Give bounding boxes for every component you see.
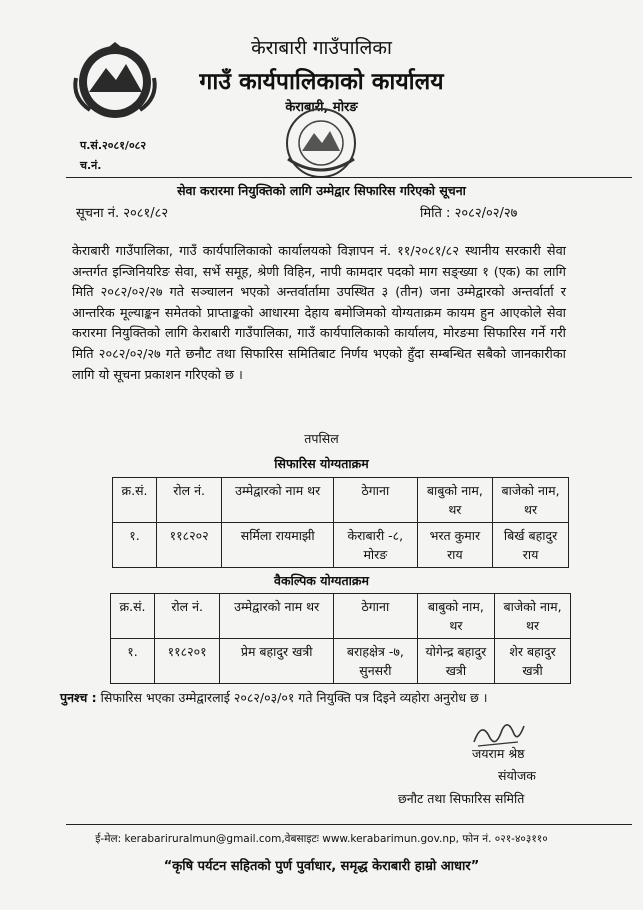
cell-roll-number: ११८२०२ [157,523,222,568]
column-header: रोल नं. [157,478,222,523]
cell-grandfather-name: शेर बहादुर खत्री [495,639,571,684]
cell-roll-number: ११८२०१ [155,639,220,684]
postscript-text: सिफारिस भएका उम्मेद्वारलाई २०८२/०३/०१ गते नियुक्ति पत्र दिइने व्यहोरा अनुरोध छ । [100,690,488,705]
cell-grandfather-name: बिर्ख बहादुर राय [493,523,569,568]
notice-body: केराबारी गाउँपालिका, गाउँ कार्यपालिकाको कार्यालयको विज्ञापन नं. ११/२०८१/८२ स्थानीय सरकारी सेवा अन्तर्गत इन्जिनियरिङ सेवा, सर्भे समूह, श्रेणी विहिन, नापी कामदार पदको माग सङ्ख्या १ (एक) का लागि मिति २०८२/०२/२७ गते सञ्चालन भएको अन्तर्वार्तामा उपस्थित ३ (तीन) जना उम्मेद्वारको अन्तर्वार्ता र आन्तरिक मूल्याङ्कन समेतको प्राप्ताङ्कको आधारमा देहाय बमोजिमको योग्यताक्रम कायम हुन आएकोले सेवा करारमा नियुक्तिको लागि केराबारी गाउँपालिका, गाउँ कार्यपालिकाको कार्यालय, मोरङमा सिफारिस गर्ने गरी मिति २०८२/०२/२७ गते छनौट तथा सिफारिस समितिबाट निर्णय भएको हुँदा सम्बन्धित सबैको जानकारीका लागि यो सूचना प्रकाशन गरिएको छ । [72,244,566,383]
column-header: बाबुको नाम, थर [417,594,494,639]
tapsil-heading: तपसिल [304,431,339,446]
alternate-candidates-table [110,593,571,684]
notice-subject: सेवा करारमा नियुक्तिको लागि उम्मेद्वार सिफारिस गरिएको सूचना [177,183,466,198]
cell-serial: १. [111,639,155,684]
recommended-list-title: सिफारिस योग्यताक्रम [274,456,369,471]
notice-date: मिति : २०८२/०२/२७ [420,206,518,221]
municipality-name: केराबारी गाउँपालिका [251,37,392,59]
cell-serial: १. [113,523,157,568]
column-header: क्र.सं. [111,594,155,639]
column-header: बाबुको नाम, थर [417,478,493,523]
table-header-row [111,594,571,639]
chalani-number: च.नं. [80,159,102,172]
table-row [113,523,569,568]
column-header: बाजेको नाम, थर [493,478,569,523]
patra-sankhya: प.सं.२०८१/०८२ [80,139,147,152]
column-header: ठेगाना [334,478,417,523]
notice-number: सूचना नं. २०८१/८२ [76,206,169,221]
office-name: गाउँ कार्यपालिकाको कार्यालय [199,69,444,95]
footer-divider [66,824,632,825]
cell-father-name: योगेन्द्र बहादुर खत्री [417,639,494,684]
column-header: रोल नं. [155,594,220,639]
header-divider [66,177,632,178]
column-header: ठेगाना [334,594,418,639]
table-row [111,639,571,684]
office-seal-stamp [272,103,370,181]
cell-father-name: भरत कुमार राय [417,523,493,568]
alternate-list-title: वैकल्पिक योग्यताक्रम [274,573,369,588]
column-header: उम्मेद्वारको नाम थर [222,478,334,523]
postscript [60,689,487,706]
cell-address: केराबारी -८, मोरङ [334,523,417,568]
office-address: केराबारी, मोरङ [285,100,358,115]
footer-slogan: “कृषि पर्यटन सहितको पुर्ण पुर्वाधार, समृद्ध केराबारी हाम्रो आधार” [163,859,480,874]
committee-name: छनौट तथा सिफारिस समिति [398,791,525,806]
column-header: क्र.सं. [113,478,157,523]
cell-candidate-name: सर्मिला रायमाझी [222,523,334,568]
postscript-label: पुनश्च : [60,690,97,705]
recommended-candidates-table [112,477,569,568]
cell-candidate-name: प्रेम बहादुर खत्री [220,639,334,684]
signatory-role: संयोजक [498,768,536,783]
cell-address: बराहक्षेत्र -७, सुनसरी [334,639,418,684]
column-header: उम्मेद्वारको नाम थर [220,594,334,639]
signatory-name: जयराम श्रेष्ठ [472,746,525,761]
column-header: बाजेको नाम, थर [495,594,571,639]
footer-contact: ई-मेल: kerabariruralmun@gmail.com,वेबसाइटः www.kerabarimun.gov.np, फोन नं. ०२१-४०३११० [95,833,548,845]
table-header-row [113,478,569,523]
